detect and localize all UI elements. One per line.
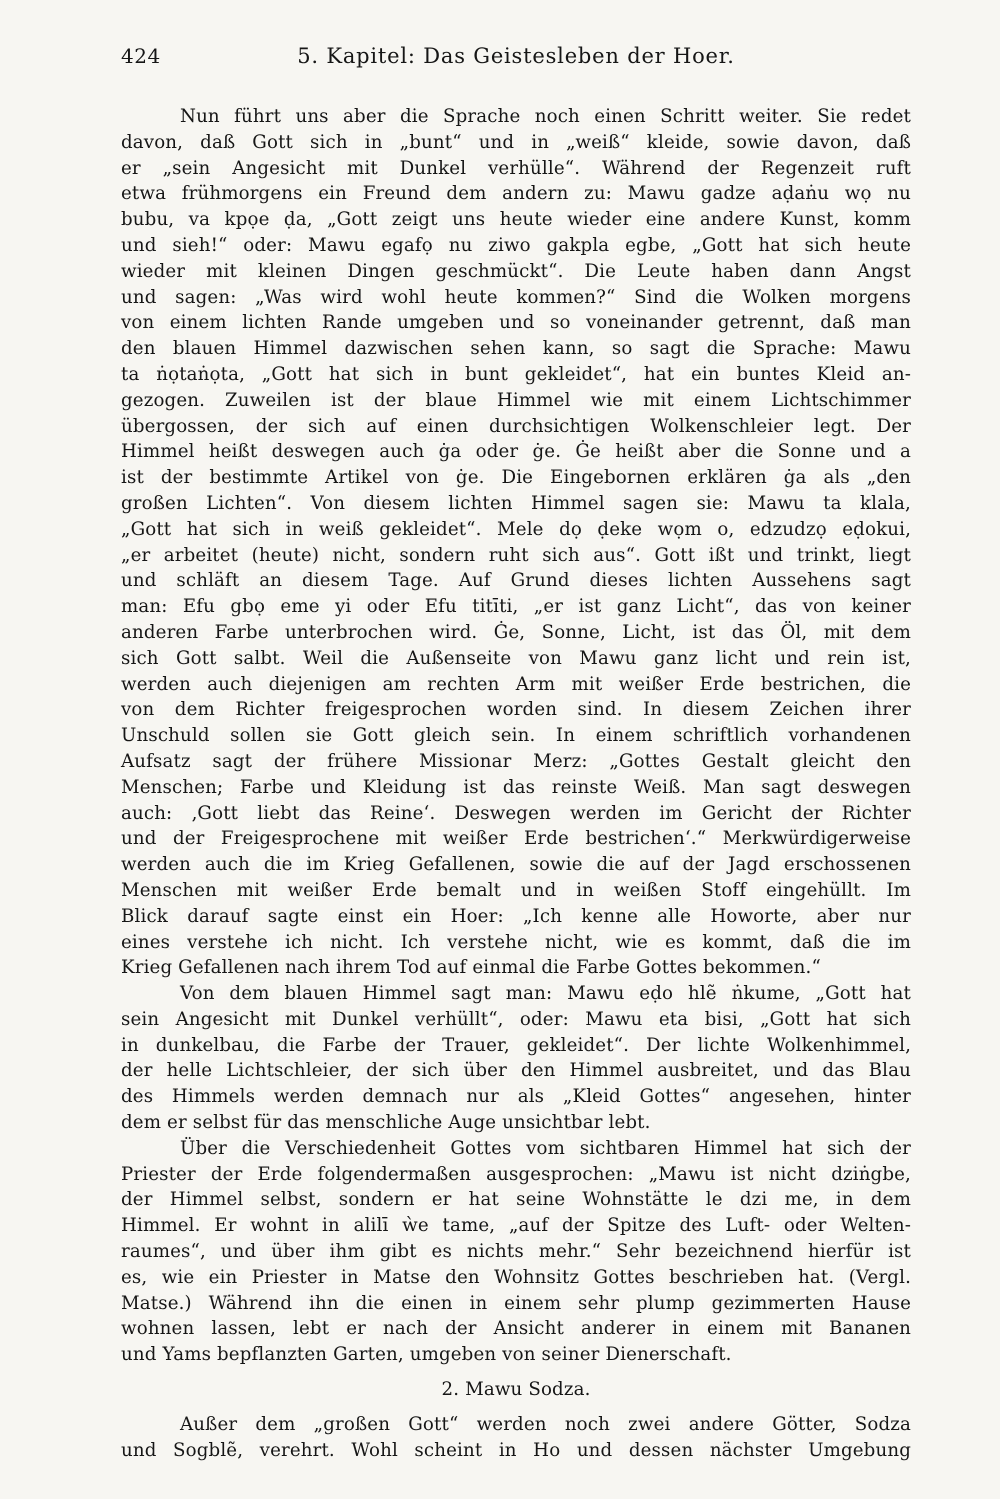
text-line: Menschen; Farbe und Kleidung ist das reinste Weiß. Man sagt deswegen — [121, 776, 911, 798]
body-text — [121, 104, 911, 1463]
text-line: sich Gott salbt. Weil die Außenseite von Mawu ganz licht und rein ist, — [121, 647, 911, 669]
text-line: werden auch die im Krieg Gefallenen, sowie die auf der Jagd erschossenen — [121, 854, 911, 876]
text-line: und Yams bepflanzten Garten, umgeben von seiner Dienerschaft. — [121, 1344, 732, 1366]
running-title: 5. Kapitel: Das Geistesleben der Hoer. — [297, 44, 735, 68]
text-line: ta ṅọtaṅọta, „Gott hat sich in bunt gekleidet“, hat ein buntes Kleid an- — [121, 363, 911, 385]
text-line: ist der bestimmte Artikel von ġe. Die Eingebornen erklären ġa als „den — [121, 467, 911, 489]
text-line: werden auch diejenigen am rechten Arm mit weißer Erde bestrichen, die — [121, 673, 911, 695]
text-line: raumes“, und über ihm gibt es nichts mehr.“ Sehr bezeichnend hierfür ist — [121, 1241, 911, 1263]
text-line: Von dem blauen Himmel sagt man: Mawu eḍo hlẽ ṅkume, „Gott hat — [180, 983, 911, 1005]
text-line: von einem lichten Rande umgeben und so voneinander getrennt, daß man — [121, 312, 911, 334]
text-line: des Himmels werden demnach nur als „Kleid Gottes“ angesehen, hinter — [121, 1086, 911, 1108]
text-line: Blick darauf sagte einst ein Hoer: „Ich kenne alle Howorte, aber nur — [121, 905, 911, 927]
text-line: Krieg Gefallenen nach ihrem Tod auf einmal die Farbe Gottes bekommen.“ — [121, 957, 821, 979]
section-heading: 2. Mawu Sodza. — [441, 1379, 591, 1401]
text-line: Nun führt uns aber die Sprache noch einen Schritt weiter. Sie redet — [180, 106, 911, 127]
text-line: Aufsatz sagt der frühere Missionar Merz: „Gottes Gestalt gleicht den — [121, 750, 911, 772]
text-line: es, wie ein Priester in Matse den Wohnsitz Gottes beschrieben hat. (Vergl. — [121, 1266, 911, 1288]
text-line: etwa frühmorgens ein Freund dem andern zu: Mawu gadze aḍaṅu wọ nu — [121, 183, 911, 205]
text-line: und sagen: „Was wird wohl heute kommen?“ Sind die Wolken morgens — [121, 286, 911, 308]
text-line: Über die Verschiedenheit Gottes vom sichtbaren Himmel hat sich der — [180, 1137, 911, 1159]
text-line: großen Lichten“. Von diesem lichten Himmel sagen sie: Mawu ta klala, — [121, 492, 911, 514]
text-line: anderen Farbe unterbrochen wird. Ġe, Sonne, Licht, ist das Öl, mit dem — [121, 621, 911, 643]
text-line: der Himmel selbst, sondern er hat seine Wohnstätte le dzi me, in dem — [121, 1189, 911, 1211]
text-line: Himmel. Er wohnt in alilī ẁe tame, „auf der Spitze des Luft- oder Welten- — [121, 1215, 911, 1237]
text-line: man: Efu gbọ eme yi oder Efu titīti, „er ist ganz Licht“, das von keiner — [121, 596, 911, 618]
text-line: wieder mit kleinen Dingen geschmückt“. Die Leute haben dann Angst — [121, 260, 911, 282]
text-line: bubu, va kpọe ḍa, „Gott zeigt uns heute wieder eine andere Kunst, komm — [121, 209, 911, 231]
text-line: er „sein Angesicht mit Dunkel verhülle“. Während der Regenzeit ruft — [121, 157, 911, 179]
text-line: „Gott hat sich in weiß gekleidet“. Mele dọ ḍeke wọm o, edzudzọ eḍokui, — [121, 518, 911, 540]
text-line: Unschuld sollen sie Gott gleich sein. In einem schriftlich vorhandenen — [121, 725, 911, 747]
text-line: der helle Lichtschleier, der sich über den Himmel ausbreitet, und das Blau — [121, 1060, 911, 1082]
text-line: wohnen lassen, lebt er nach der Ansicht anderer in einem mit Bananen — [121, 1318, 911, 1340]
page-header — [121, 44, 911, 74]
text-line: und Sogblẽ, verehrt. Wohl scheint in Ho und dessen nächster Umgebung — [121, 1439, 911, 1461]
text-line: in dunkelbau, die Farbe der Trauer, gekleidet“. Der lichte Wolkenhimmel, — [121, 1034, 911, 1056]
text-line: Menschen mit weißer Erde bemalt und in weißen Stoff eingehüllt. Im — [121, 879, 911, 901]
text-line: und schläft an diesem Tage. Auf Grund dieses lichten Aussehens sagt — [121, 570, 911, 592]
text-line: gezogen. Zuweilen ist der blaue Himmel wie mit einem Lichtschimmer — [121, 389, 911, 411]
text-line: Priester der Erde folgendermaßen ausgesprochen: „Mawu ist nicht dziṅgbe, — [121, 1163, 911, 1185]
text-line: Matse.) Während ihn die einen in einem sehr plump gezimmerten Hause — [121, 1292, 911, 1314]
text-line: Außer dem „großen Gott“ werden noch zwei andere Götter, Sodza — [180, 1413, 911, 1435]
text-line: übergossen, der sich auf einen durchsichtigen Wolkenschleier legt. Der — [121, 415, 911, 437]
text-line: auch: ‚Gott liebt das Reine‘. Deswegen werden im Gericht der Richter — [121, 802, 911, 824]
text-line: dem er selbst für das menschliche Auge unsichtbar lebt. — [121, 1112, 651, 1134]
text-line: davon, daß Gott sich in „bunt“ und in „weiß“ kleide, sowie davon, daß — [121, 131, 911, 153]
text-line: sein Angesicht mit Dunkel verhüllt“, oder: Mawu eta bisi, „Gott hat sich — [121, 1008, 911, 1030]
page-number: 424 — [121, 44, 161, 68]
text-line: von dem Richter freigesprochen worden sind. In diesem Zeichen ihrer — [121, 699, 911, 721]
text-line: „er arbeitet (heute) nicht, sondern ruht sich aus“. Gott ißt und trinkt, liegt — [121, 544, 911, 566]
text-line: Himmel heißt deswegen auch ġa oder ġe. Ġe heißt aber die Sonne und a — [121, 441, 911, 463]
text-line: und der Freigesprochene mit weißer Erde bestrichen‘.“ Merkwürdigerweise — [121, 828, 911, 850]
text-line: und sieh!“ oder: Mawu egafọ nu ziwo gakpla egbe, „Gott hat sich heute — [121, 234, 911, 256]
text-line: den blauen Himmel dazwischen sehen kann, so sagt die Sprache: Mawu — [121, 338, 911, 360]
text-line: eines verstehe ich nicht. Ich verstehe nicht, wie es kommt, daß die im — [121, 931, 911, 953]
